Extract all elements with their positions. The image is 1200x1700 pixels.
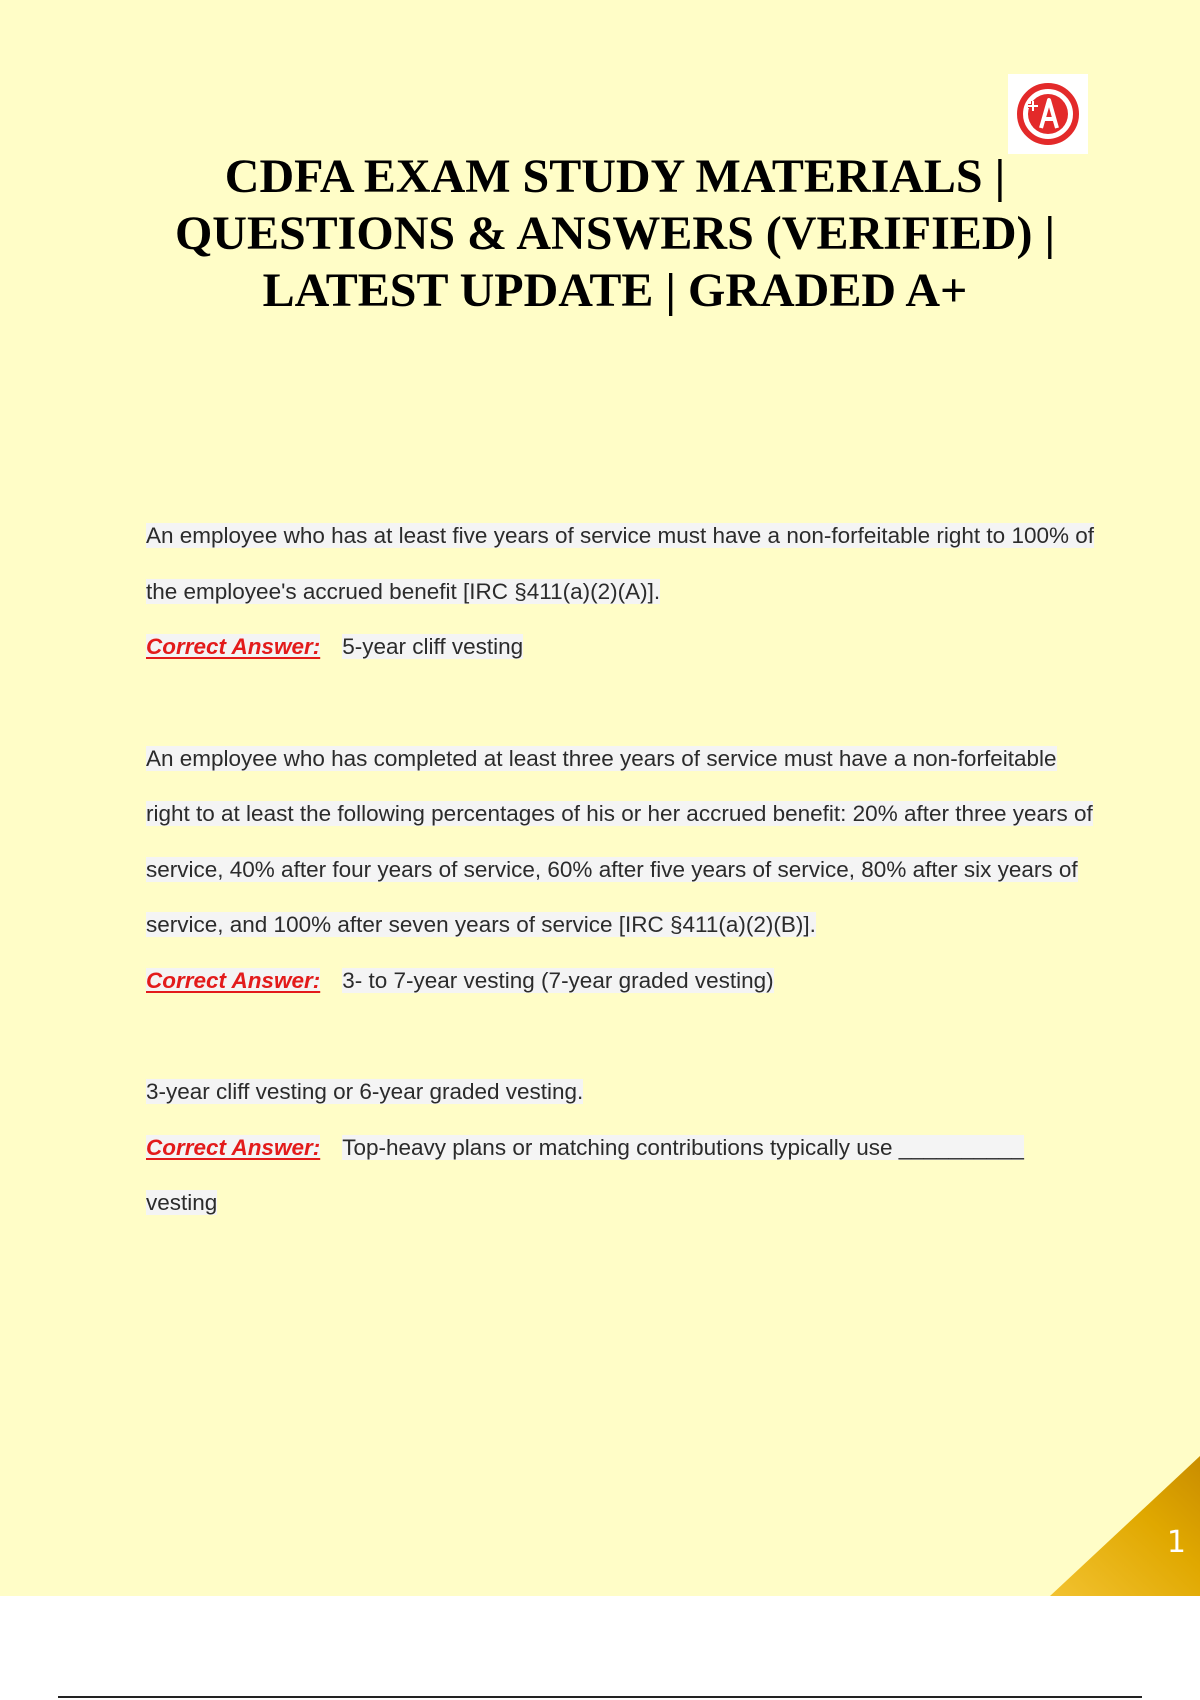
question-text: An employee who has completed at least three years of service must have a non-forfeitable right to at least the following percentages of his or her accrued benefit: 20% after three years of service, 40% after four years of service, 60% after five years of service, 80% after six years of service, and 100% after seven years of service [IRC §411(a)(2)(B)].: [146, 745, 1093, 937]
correct-answer-label: Correct Answer:: [146, 634, 321, 659]
question-text: 3-year cliff vesting or 6-year graded vesting.: [146, 1079, 584, 1104]
document-title: CDFA EXAM STUDY MATERIALS | QUESTIONS & ANSWERS (VERIFIED) | LATEST UPDATE | GRADED A+: [174, 150, 1056, 317]
answer-text: Top-heavy plans or matching contributions typically use __________ vesting: [146, 1134, 1024, 1215]
grade-a-plus-logo: [1008, 74, 1088, 154]
answer-text: 3- to 7-year vesting (7-year graded vesting): [342, 967, 774, 993]
correct-answer-label: Correct Answer:: [146, 1134, 321, 1160]
question-text: An employee who has at least five years of service must have a non-forfeitable right to 100% of the employee's accrued benefit [IRC §411(a)(2)(A)].: [146, 523, 1095, 604]
qa-list: [146, 508, 1096, 1287]
answer-line: [146, 619, 1096, 675]
grade-a-plus-logo-icon: [1014, 80, 1082, 148]
qa-item: [146, 508, 1096, 675]
answer-line: [146, 1120, 1096, 1231]
footer-divider: [58, 1696, 1142, 1698]
qa-item: [146, 1064, 1096, 1231]
qa-item: [146, 731, 1096, 1009]
correct-answer-label: Correct Answer:: [146, 967, 321, 993]
answer-line: [146, 953, 1096, 1009]
page-number: 1: [1166, 1525, 1186, 1560]
answer-text: 5-year cliff vesting: [342, 634, 524, 659]
